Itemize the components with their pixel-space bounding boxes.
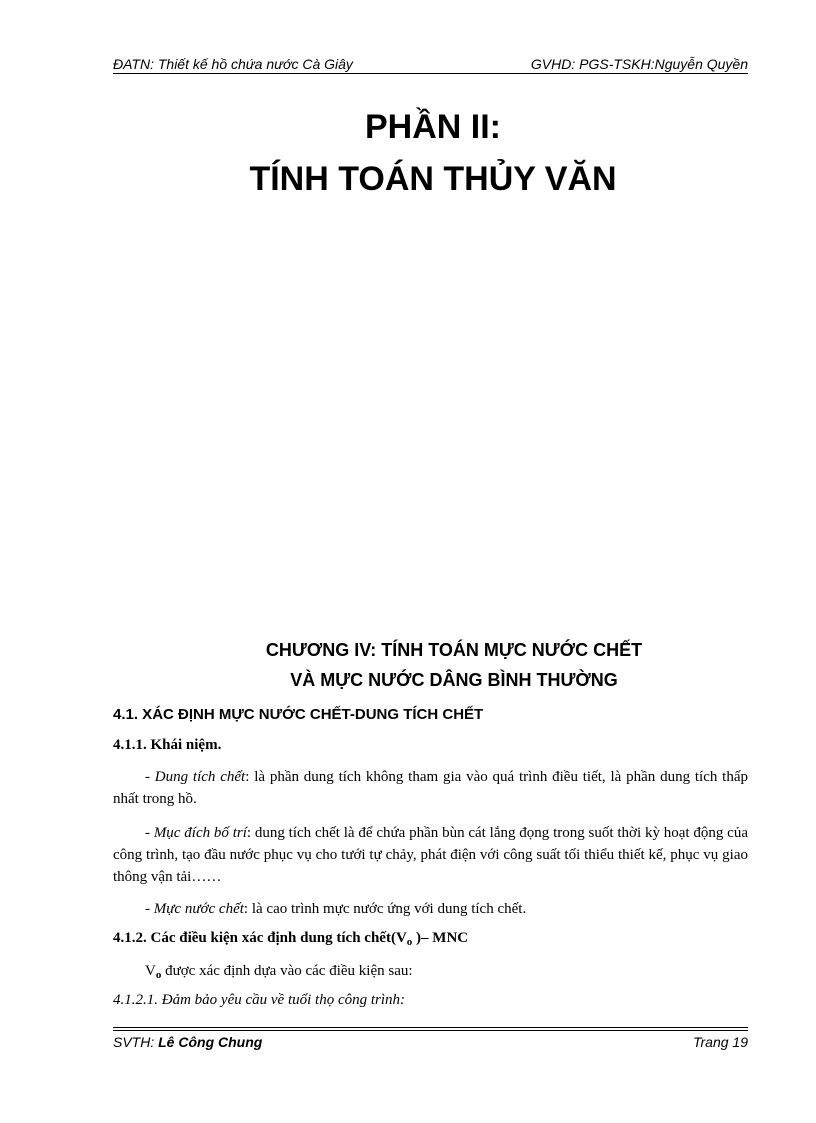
- vo-variable: V: [145, 963, 156, 979]
- footer-student-name: Lê Công Chung: [158, 1034, 263, 1050]
- header-right-text: GVHD: PGS-TSKH:Nguyễn Quyền: [530, 56, 748, 72]
- footer-page-number: Trang 19: [693, 1034, 748, 1050]
- section-heading-4-1-1: 4.1.1. Khái niệm.: [113, 737, 222, 753]
- footer-student: [113, 1034, 262, 1054]
- section-4-1-2-subscript: o: [406, 936, 413, 948]
- bullet-dash: -: [145, 769, 155, 785]
- definition-muc-nuoc-chet: : là cao trình mực nước ứng với dung tích chết.: [243, 901, 527, 917]
- footer-student-prefix: SVTH:: [113, 1034, 159, 1050]
- bullet-dash: -: [145, 901, 154, 917]
- definition-muc-dich-bo-tri: : dung tích chết là để chứa phần bùn cát lắng đọng trong suốt thời kỳ hoạt động của công trình, tạo đầu nước phục vụ cho tưới tự chảy, phát điện với công suất tối thiểu thiết kế, phục vụ giao thông vận tải……: [113, 825, 749, 885]
- term-muc-dich-bo-tri: Mục đích bố trí: [153, 825, 247, 841]
- section-4-1-2-prefix: 4.1.2. Các điều kiện xác định dung tích chết(V: [113, 930, 407, 946]
- section-heading-4-1-2-1: 4.1.2.1. Đảm bảo yêu cầu về tuổi thọ công trình:: [113, 992, 406, 1008]
- vo-text: được xác định dựa vào các điều kiện sau:: [161, 963, 413, 979]
- header-left-text: ĐATN: Thiết kế hồ chứa nước Cà Giây: [113, 56, 353, 72]
- term-muc-nuoc-chet: Mực nước chết: [153, 901, 244, 917]
- part-title-line2: TÍNH TOÁN THỦY VĂN: [249, 160, 617, 198]
- section-4-1-2-suffix: )– MNC: [412, 930, 469, 946]
- page-footer: [113, 1034, 748, 1054]
- footer-rule-bottom: [113, 1030, 748, 1031]
- part-title-line1: PHẦN II:: [365, 108, 501, 146]
- paragraph-dung-tich-chet: [113, 766, 748, 810]
- definition-dung-tich-chet: : là phần dung tích không tham gia vào quá trình điều tiết, là phần dung tích thấp nhất trong hồ.: [113, 769, 748, 807]
- chapter-title-line1: CHƯƠNG IV: TÍNH TOÁN MỰC NƯỚC CHẾT: [265, 640, 643, 660]
- footer-rule-top: [113, 1027, 748, 1028]
- term-dung-tich-chet: Dung tích chết: [154, 769, 246, 785]
- section-heading-4-1-2: [113, 930, 468, 948]
- bullet-dash: -: [145, 825, 154, 841]
- paragraph-vo-conditions: [113, 960, 748, 986]
- vo-subscript: o: [155, 969, 162, 981]
- paragraph-muc-dich-bo-tri: [113, 822, 748, 888]
- header-rule: [113, 73, 748, 74]
- chapter-title-line2: VÀ MỰC NƯỚC DÂNG BÌNH THƯỜNG: [290, 670, 618, 690]
- page-header: [113, 52, 748, 72]
- section-heading-4-1: 4.1. XÁC ĐỊNH MỰC NƯỚC CHẾT-DUNG TÍCH CHẾT: [113, 706, 484, 723]
- paragraph-muc-nuoc-chet: [113, 898, 748, 920]
